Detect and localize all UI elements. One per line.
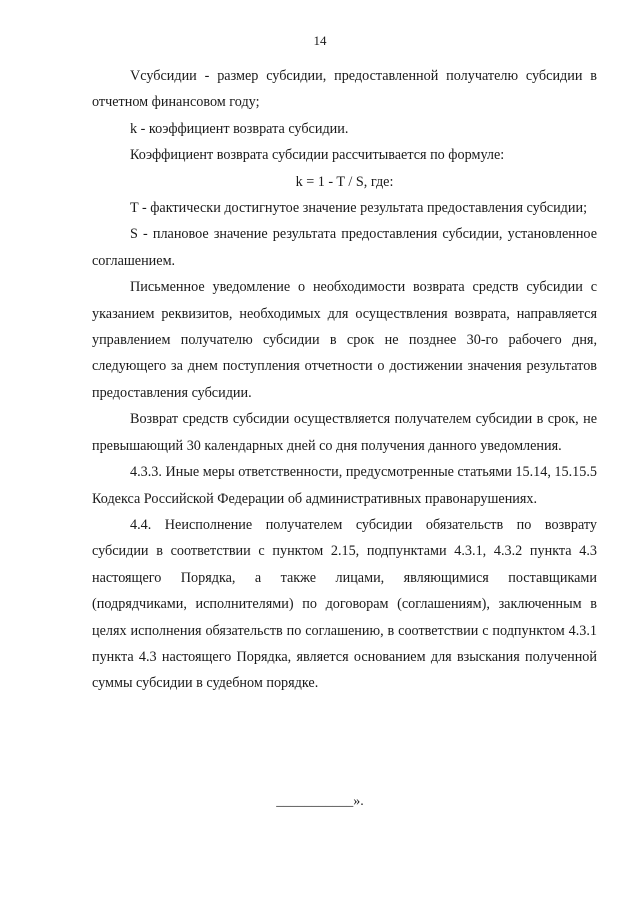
paragraph-s-definition: S - плановое значение результата предоставления субсидии, установленное соглашением. [92,226,597,269]
formula-line: k = 1 - T / S, где: [295,173,394,190]
paragraph-4-3-3: 4.3.3. Иные меры ответственности, предусмотренные статьями 15.14, 15.15.5 Кодекса Российской Федерации об административных правонарушениях. [92,464,597,507]
paragraph-refund-term: Возврат средств субсидии осуществляется получателем субсидии в срок, не превышающий 30 календарных дней со дня получения данного уведомления. [92,411,597,454]
paragraph-v-subsidy-definition: Vсубсидии - размер субсидии, предоставленной получателю субсидии в отчетном финансовом году; [92,68,597,111]
paragraph-4-4: 4.4. Неисполнение получателем субсидии обязательств по возврату субсидии в соответствии с пунктом 2.15, подпунктами 4.3.1, 4.3.2 пункта 4.3 настоящего Порядка, а также лицами, являющимися поставщиками (подрядчиками, исполнителями) по договорам (соглашениям), заключенным в целях исполнения обязательств по соглашению, в соответствии с подпунктом 4.3.1 пункта 4.3 настоящего Порядка, является основанием для взыскания полученной суммы субсидии в судебном порядке. [92,516,597,692]
page-number: 14 [313,33,327,48]
paragraph-formula-intro: Коэффициент возврата субсидии рассчитывается по формуле: [130,147,505,164]
document-body [92,63,597,697]
paragraph-t-definition: T - фактически достигнутое значение результата предоставления субсидии; [130,200,588,217]
paragraph-k-definition: k - коэффициент возврата субсидии. [130,120,349,137]
closing-mark: ___________». [276,794,364,809]
paragraph-written-notice: Письменное уведомление о необходимости возврата средств субсидии с указанием реквизитов, необходимых для осуществления возврата, направляется управлением получателю субсидии в срок не позднее 30-го рабочего дня, следующего за днем поступления отчетности о достижении значения результатов предоставления субсидии. [92,279,597,401]
